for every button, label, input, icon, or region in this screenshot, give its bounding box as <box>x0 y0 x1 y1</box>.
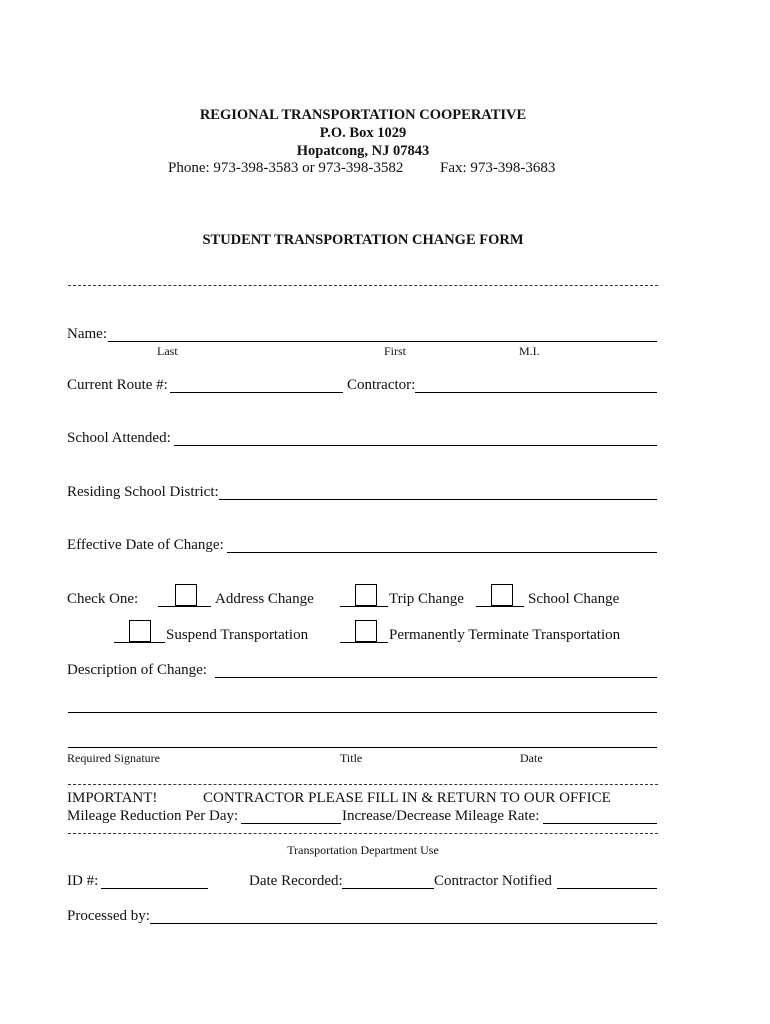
school-change-label: School Change <box>528 591 620 607</box>
check-one-label: Check One: <box>67 591 139 607</box>
address-change-underline <box>158 606 211 607</box>
important-label: IMPORTANT! <box>67 790 158 806</box>
name-mi-caption: M.I. <box>519 344 540 358</box>
trip-change-label: Trip Change <box>389 591 464 607</box>
contractor-instruction: CONTRACTOR PLEASE FILL IN & RETURN TO OUR OFFICE <box>203 790 611 806</box>
address-change-checkbox[interactable] <box>175 584 197 606</box>
route-field[interactable] <box>170 392 343 393</box>
name-first-caption: First <box>384 344 407 358</box>
processed-by-field[interactable] <box>150 923 657 924</box>
school-label: School Attended: <box>67 430 171 446</box>
mileage-reduction-field[interactable] <box>241 823 341 824</box>
suspend-underline <box>114 642 165 643</box>
contractor-label: Contractor: <box>347 377 416 393</box>
district-field[interactable] <box>219 499 657 500</box>
description-label: Description of Change: <box>67 662 207 678</box>
form-title: STUDENT TRANSPORTATION CHANGE FORM <box>202 232 524 248</box>
signature-line[interactable] <box>68 747 657 748</box>
org-name: REGIONAL TRANSPORTATION COOPERATIVE <box>199 107 527 123</box>
title-caption: Title <box>340 751 363 765</box>
po-box: P.O. Box 1029 <box>319 125 407 141</box>
signature-caption: Required Signature <box>67 751 160 765</box>
name-last-caption: Last <box>157 344 178 358</box>
mileage-reduction-label: Mileage Reduction Per Day: <box>67 808 239 824</box>
name-label: Name: <box>67 326 107 342</box>
address-change-label: Address Change <box>215 591 314 607</box>
city-state-zip: Hopatcong, NJ 07843 <box>296 143 430 159</box>
id-field[interactable] <box>101 888 208 889</box>
description-field-line-2[interactable] <box>68 712 657 713</box>
dept-divider <box>68 833 658 834</box>
suspend-label: Suspend Transportation <box>166 627 309 643</box>
trip-change-underline <box>340 606 388 607</box>
contractor-notified-field[interactable] <box>557 888 657 889</box>
phone-numbers: Phone: 973-398-3583 or 973-398-3582 <box>168 160 404 176</box>
terminate-underline <box>340 642 388 643</box>
mileage-rate-field[interactable] <box>543 823 657 824</box>
school-field[interactable] <box>174 445 657 446</box>
trip-change-checkbox[interactable] <box>355 584 377 606</box>
district-label: Residing School District: <box>67 484 219 500</box>
terminate-checkbox[interactable] <box>355 620 377 642</box>
date-recorded-label: Date Recorded: <box>249 873 343 889</box>
id-label: ID #: <box>67 873 99 889</box>
suspend-checkbox[interactable] <box>129 620 151 642</box>
school-change-underline <box>476 606 524 607</box>
effective-date-field[interactable] <box>227 552 657 553</box>
contractor-divider <box>68 784 658 785</box>
description-field[interactable] <box>215 677 657 678</box>
date-caption: Date <box>520 751 543 765</box>
terminate-label: Permanently Terminate Transportation <box>389 627 621 643</box>
dept-heading: Transportation Department Use <box>287 843 439 857</box>
contractor-notified-label: Contractor Notified <box>434 873 552 889</box>
name-field[interactable] <box>108 341 657 342</box>
contractor-field[interactable] <box>415 392 657 393</box>
effective-date-label: Effective Date of Change: <box>67 537 224 553</box>
top-divider <box>68 285 658 286</box>
mileage-rate-label: Increase/Decrease Mileage Rate: <box>342 808 540 824</box>
route-label: Current Route #: <box>67 377 168 393</box>
processed-by-label: Processed by: <box>67 908 150 924</box>
date-recorded-field[interactable] <box>342 888 434 889</box>
school-change-checkbox[interactable] <box>491 584 513 606</box>
fax-number: Fax: 973-398-3683 <box>440 160 556 176</box>
